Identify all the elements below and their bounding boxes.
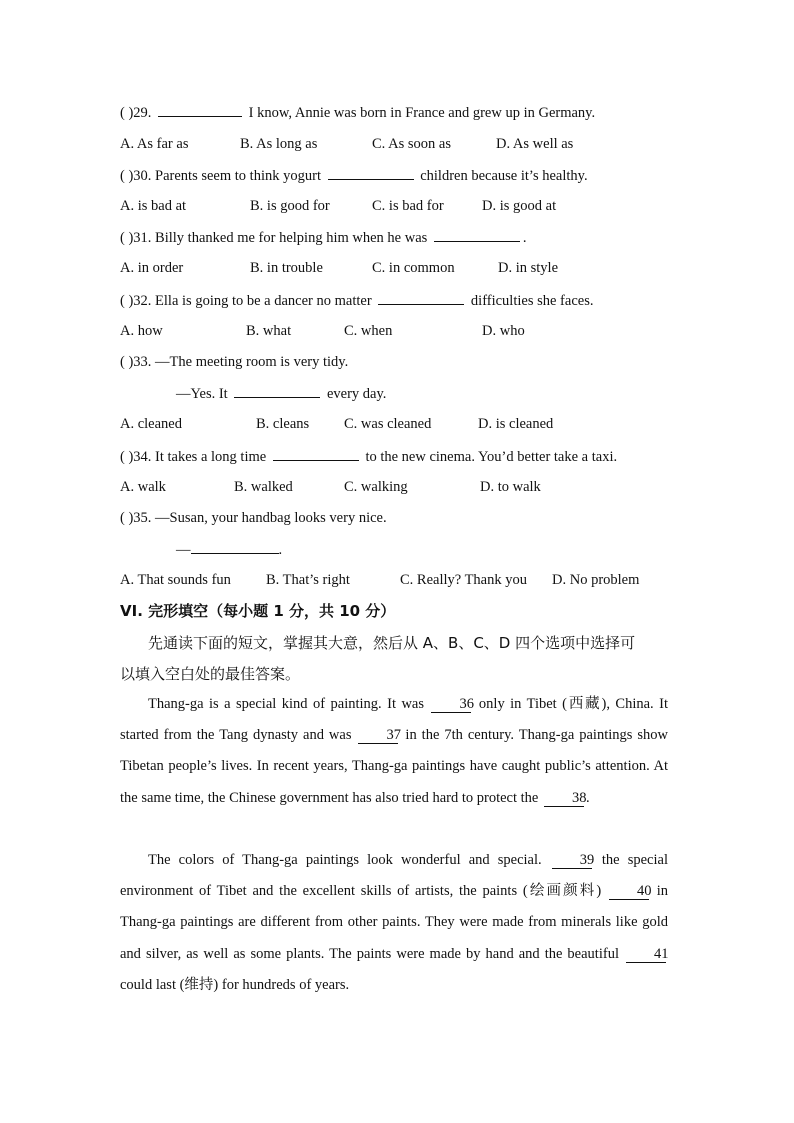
question-32 [120,290,674,311]
option-b: B. is good for [250,198,330,214]
option-a: A. walk [120,479,166,495]
question-text: —The meeting room is very tidy. [155,354,349,370]
question-text: Parents seem to think yogurt [155,168,321,184]
passage-paragraph-2 [120,845,668,1001]
question-text: —Yes. It [176,386,228,402]
option-a: A. in order [120,260,184,276]
section-heading: VI. 完形填空（每小题 1 分，共 10 分） [120,602,396,620]
answer-blank [191,539,279,554]
question-text: every day. [326,386,387,402]
option-a: A. That sounds fun [120,572,231,588]
question-30 [120,165,674,186]
question-text: to the new cinema. You’d better take a taxi. [365,449,618,465]
option-b: B. in trouble [250,260,323,276]
question-number: ( )32. [120,293,152,309]
option-c: C. walking [344,479,408,495]
question-34 [120,446,674,467]
option-d: D. in style [498,260,559,276]
question-text: . [278,542,283,558]
option-a: A. is bad at [120,198,187,214]
question-29 [120,102,674,123]
answer-blank [378,290,464,305]
cloze-blank-37: 37 [358,727,398,744]
question-text: children because it’s healthy. [420,168,588,184]
passage-text: . [586,789,590,806]
answer-blank [234,383,320,398]
section-instruction-cont: 以填入空白处的最佳答案。 [120,665,301,683]
option-d: D. No problem [552,572,640,588]
question-text: difficulties she faces. [470,293,594,309]
option-d: D. is cleaned [478,416,554,432]
passage-text: the special environment of Tibet and the excellent skills of artists, the paints (绘画颜料) [120,852,668,900]
section-instruction: 先通读下面的短文，掌握其大意，然后从 A、B、C、D 四个选项中选择可 [148,634,636,652]
question-35-response [176,539,674,560]
question-text: Billy thanked me for helping him when he was [155,230,428,246]
question-number: ( )35. [120,510,152,526]
cloze-blank-41: 41 [626,946,666,963]
question-number: ( )30. [120,168,152,184]
option-b: B. cleans [256,416,310,432]
question-33 [120,352,674,372]
passage-text: in the 7th century. Thang-ga paintings show Tibetan people’s lives. In recent years, Thang-ga paintings have caught public’s attention. At the same time, the Chinese government has also tried hard to protect the [120,727,668,806]
question-text: — [176,542,191,558]
question-31 [120,227,674,248]
option-d: D. to walk [480,479,541,495]
question-33-response [176,383,674,404]
question-number: ( )31. [120,230,152,246]
question-number: ( )33. [120,354,152,370]
answer-blank [158,102,242,117]
passage-text: in Thang-ga paintings are different from other paints. They were made from minerals like gold and silver, as well as some plants. The paints were made by hand and the beautiful [120,883,669,962]
cloze-blank-40: 40 [609,883,649,900]
passage-text: The colors of Thang-ga paintings look wonderful and special. [148,852,550,868]
question-text: . [522,230,527,246]
option-c: C. when [344,323,393,339]
option-c: C. in common [372,260,455,276]
option-d: D. is good at [482,198,557,214]
option-c: C. Really? Thank you [400,572,527,588]
option-b: B. what [246,323,292,339]
option-a: A. cleaned [120,416,182,432]
option-b: B. As long as [240,136,318,152]
question-number: ( )34. [120,449,152,465]
option-c: C. was cleaned [344,416,432,432]
passage-text: could last (维持) for hundreds of years. [120,976,350,993]
option-c: C. As soon as [372,136,451,152]
option-d: D. As well as [496,136,574,152]
option-b: B. walked [234,479,293,495]
question-number: ( )29. [120,105,152,121]
passage-paragraph-1 [120,689,668,814]
question-text: It takes a long time [155,449,267,465]
option-a: A. As far as [120,136,189,152]
option-b: B. That’s right [266,572,350,588]
answer-blank [434,227,520,242]
question-text: I know, Annie was born in France and grew up in Germany. [248,105,596,121]
cloze-blank-38: 38 [544,790,584,807]
answer-blank [328,165,414,180]
question-text: Ella is going to be a dancer no matter [155,293,372,309]
option-c: C. is bad for [372,198,444,214]
passage-text: only in Tibet (西藏), China. It started from the Tang dynasty and was [120,696,668,744]
question-35 [120,508,674,528]
option-d: D. who [482,323,525,339]
cloze-blank-36: 36 [431,696,471,713]
cloze-blank-39: 39 [552,852,592,869]
answer-blank [273,446,359,461]
passage-text: Thang-ga is a special kind of painting. It was [148,696,430,712]
question-text: —Susan, your handbag looks very nice. [155,510,387,526]
option-a: A. how [120,323,163,339]
